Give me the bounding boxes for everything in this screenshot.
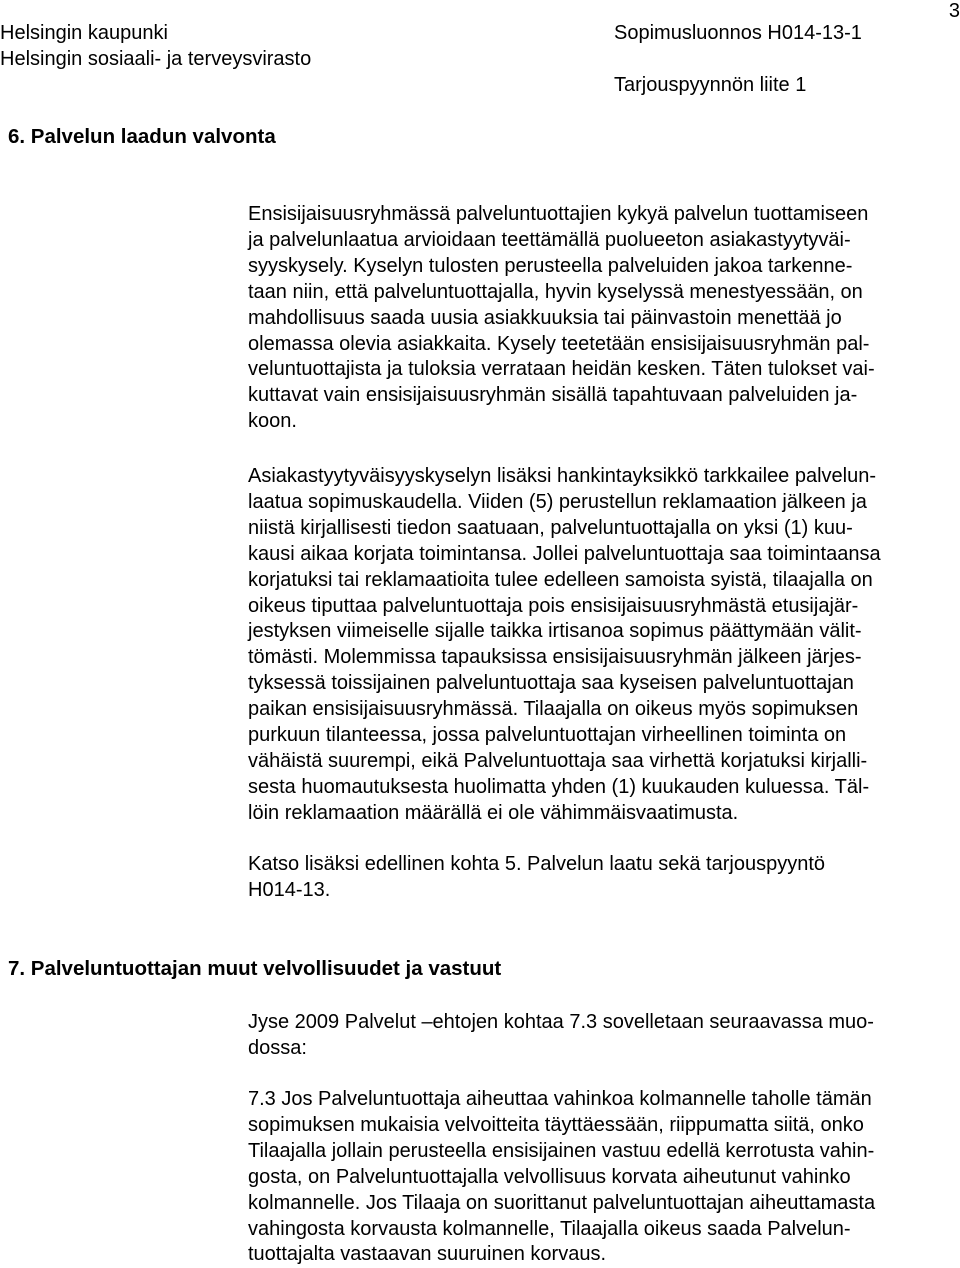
attachment-label: Tarjouspyynnön liite 1	[614, 74, 807, 96]
text-line: gosta, on Palveluntuottajalla velvollisuus korvata aiheutunut vahinko	[248, 1165, 851, 1188]
section-6-paragraph-1	[248, 202, 960, 435]
text-line: Ensisijaisuusryhmässä palveluntuottajien kykyä palvelun tuottamiseen	[248, 203, 869, 225]
page-number: 3	[948, 0, 960, 22]
text-line: kolmannelle. Jos Tilaaja on suorittanut palveluntuottajan aiheuttamasta	[248, 1191, 876, 1214]
section-7-heading: 7. Palveluntuottajan muut velvollisuudet ja vastuut	[8, 957, 502, 980]
text-line: purkuun tilanteessa, jossa palveluntuottajan virheellinen toiminta on	[248, 724, 847, 747]
text-line: olemassa olevia asiakkaita. Kysely teetetään ensisijaisuusryhmän pal-	[248, 332, 870, 355]
text-line: koon.	[248, 410, 297, 433]
text-line: Tilaajalla jollain perusteella ensisijainen vastuu edellä kerrotusta vahin-	[248, 1139, 875, 1162]
text-line: laatua sopimuskaudella. Viiden (5) perustellun reklamaation jälkeen ja	[248, 490, 867, 513]
text-line: 7.3 Jos Palveluntuottaja aiheuttaa vahinkoa kolmannelle taholle tämän	[248, 1088, 872, 1110]
text-line: tömästi. Molemmissa tapauksissa ensisijaisuusryhmän jälkeen järjes-	[248, 646, 862, 669]
section-7-paragraph-2	[248, 1087, 960, 1268]
text-line: syyskysely. Kyselyn tulosten perusteella palveluiden jakoa tarkenne-	[248, 254, 853, 277]
department-name: Helsingin sosiaali- ja terveysvirasto	[0, 48, 312, 70]
text-line: H014-13.	[248, 878, 331, 901]
text-line: korjatuksi tai reklamaatioita tulee edelleen samoista syistä, tilaajalla on	[248, 568, 873, 591]
document-reference: Sopimusluonnos H014-13-1	[614, 22, 862, 44]
text-line: sopimuksen mukaisia velvoitteita täyttäessään, riippumatta siitä, onko	[248, 1113, 864, 1136]
section-6-heading: 6. Palvelun laadun valvonta	[8, 125, 276, 148]
text-line: ja palvelunlaatua arvioidaan teettämällä puolueeton asiakastyytyväi-	[248, 228, 851, 251]
text-line: dossa:	[248, 1036, 307, 1059]
text-line: jestyksen viimeiselle sijalle taikka irtisanoa sopimus päättymään välit-	[248, 620, 862, 643]
text-line: Katso lisäksi edellinen kohta 5. Palvelun laatu sekä tarjouspyyntö	[248, 853, 826, 875]
text-line: kausi aikaa korjata toimintansa. Jollei palveluntuottaja saa toimintaansa	[248, 542, 881, 565]
text-line: sesta huomautuksesta huolimatta yhden (1) kuukauden kuluessa. Täl-	[248, 775, 870, 798]
text-line: tuottajalta vastaavan suuruinen korvaus.	[248, 1243, 606, 1266]
text-line: oikeus tiputtaa palveluntuottaja pois ensisijaisuusryhmästä etusijajär-	[248, 594, 859, 617]
text-line: Jyse 2009 Palvelut –ehtojen kohtaa 7.3 sovelletaan seuraavassa muo-	[248, 1011, 874, 1033]
organization-name: Helsingin kaupunki	[0, 22, 168, 44]
section-6-paragraph-2	[248, 464, 960, 827]
section-7-paragraph-1	[248, 1010, 960, 1062]
text-line: Asiakastyytyväisyyskyselyn lisäksi hankintayksikkö tarkkailee palvelun-	[248, 465, 877, 487]
section-6-paragraph-3	[248, 852, 960, 904]
text-line: löin reklamaation määrällä ei ole vähimmäisvaatimusta.	[248, 801, 739, 824]
text-line: kuttavat vain ensisijaisuusryhmän sisällä tapahtuvaan palveluiden ja-	[248, 384, 858, 407]
text-line: paikan ensisijaisuusryhmässä. Tilaajalla on oikeus myös sopimuksen	[248, 698, 859, 721]
text-line: vahingosta korvausta kolmannelle, Tilaajalla oikeus saada Palvelun-	[248, 1217, 851, 1240]
text-line: tyksessä toissijainen palveluntuottaja saa kyseisen palveluntuottajan	[248, 672, 854, 695]
text-line: niistä kirjallisesti tiedon saatuaan, palveluntuottajalla on yksi (1) kuu-	[248, 516, 853, 539]
text-line: taan niin, että palveluntuottajalla, hyvin kyselyssä menestyessään, on	[248, 280, 863, 303]
text-line: vähäistä suurempi, eikä Palveluntuottaja saa virhettä korjatuksi kirjalli-	[248, 749, 868, 772]
text-line: mahdollisuus saada uusia asiakkuuksia tai päinvastoin menettää jo	[248, 306, 842, 329]
text-line: veluntuottajista ja tuloksia verrataan heidän kesken. Täten tulokset vai-	[248, 358, 875, 381]
